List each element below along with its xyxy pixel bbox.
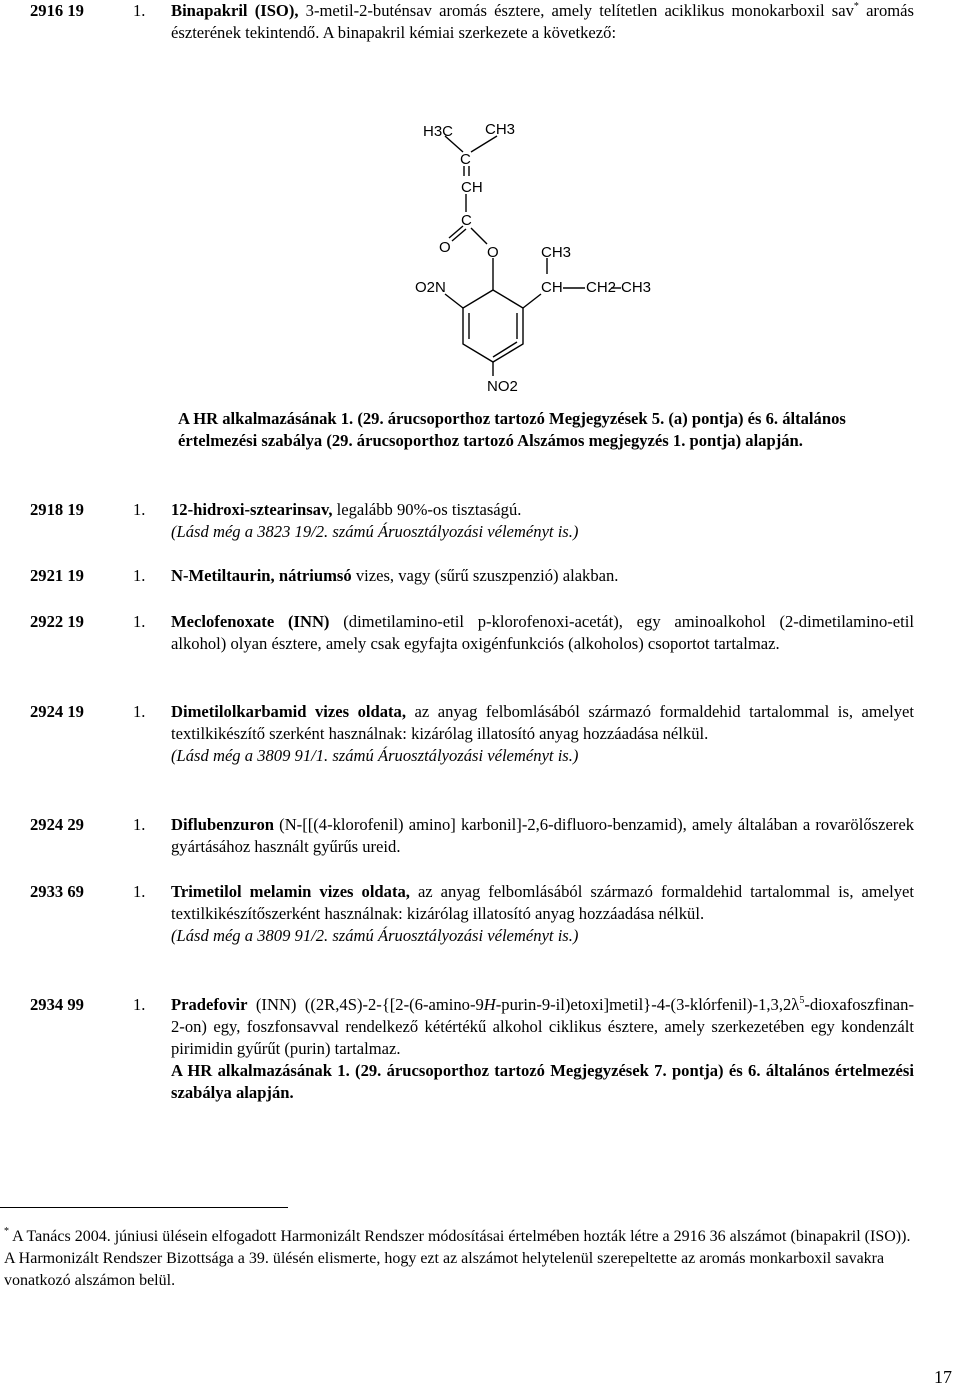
structure-label: C [460, 151, 471, 168]
entry-code: 2924 29 [30, 815, 84, 834]
structure-label: CH3 [541, 244, 572, 261]
footnote-text: A Tanács 2004. júniusi ülésein elfogadott Harmonizált Rendszer módosításai értelmében hozták létre a 2916 36 alszámot (binapakril (ISO)). A Harmonizált Rendszer Bizottsága a 39. ülésén elismerte, hogy ezt az alszámot helytelenül szerepeltette az aromás monkarboxil savakra vonatkozó alszámon belül. [4, 1228, 911, 1289]
structure-label: O [439, 239, 451, 256]
entry-2918-19 [30, 499, 914, 543]
page-number: 17 [934, 1367, 952, 1387]
entry-text: aromás észterének tekintendő. A binapakril kémiai szerkezete a következő: [171, 1, 914, 42]
structure-label: O2N [415, 279, 446, 296]
entry-body [171, 881, 914, 947]
entry-number: 1. [133, 995, 146, 1014]
structure-label: H3C [423, 123, 454, 140]
footnote-divider [0, 1207, 288, 1208]
entry-number: 1. [133, 1, 146, 20]
entry-text: 3-metil-2-buténsav aromás észtere, amely telítetlen aciklikus monokarboxil sav [298, 1, 854, 20]
entry-number: 1. [133, 882, 146, 901]
structure-label: O [487, 244, 499, 261]
entry-body [171, 814, 914, 858]
entry-name: Diflubenzuron [171, 815, 274, 834]
entry-number: 1. [133, 815, 146, 834]
entry-number: 1. [133, 612, 146, 631]
entry-body [171, 0, 914, 44]
entry-text: az anyag felbomlásából származó formaldehid tartalommal is, amelyet textilkikészítőszerként használnak: kizárólag illatosító anyag hozzáadása nélkül. [171, 882, 914, 923]
entry-text: -purin-9-il)etoxi]metil}-4-(3-klórfenil)-1,3,2λ [495, 995, 800, 1014]
entry-2933-69 [30, 881, 914, 947]
entry-name: 12-hidroxi-sztearinsav, [171, 500, 333, 519]
footnote-reference[interactable]: * [853, 1, 859, 12]
entry-body [171, 499, 914, 543]
structure-label: CH3 [621, 279, 652, 296]
entry-name: Binapakril (ISO), [171, 1, 299, 20]
entry-body [171, 611, 914, 655]
structure-label: C [461, 212, 472, 229]
entry-text: vizes, vagy (sűrű szuszpenzió) alakban. [351, 566, 619, 585]
entry-code: 2916 19 [30, 1, 84, 20]
binapakril-structure [405, 112, 675, 402]
structure-label: CH3 [485, 121, 516, 138]
entry-name: N-Metiltaurin, nátriumsó [171, 566, 352, 585]
structure-label: NO2 [487, 378, 518, 395]
see-also-reference: (Lásd még a 3809 91/2. számú Áruosztályozási véleményt is.) [171, 926, 579, 945]
entry-name: Trimetilol melamin vizes oldata, [171, 882, 410, 901]
entry-code: 2918 19 [30, 500, 84, 519]
entry-2916-19 [30, 0, 914, 44]
entry-2921-19 [30, 565, 914, 587]
entry-body [171, 565, 914, 587]
entry-name: Pradefovir [171, 995, 248, 1014]
footnote-mark: * [4, 1226, 9, 1237]
entry-body [171, 701, 914, 767]
entry-2934-99 [30, 994, 914, 1104]
entry-number: 1. [133, 702, 146, 721]
see-also-reference: (Lásd még a 3823 19/2. számú Áruosztályozási véleményt is.) [171, 522, 579, 541]
classification-note: A HR alkalmazásának 1. (29. árucsoporthoz tartozó Megjegyzések 7. pontja) és 6. általános értelmezési szabálya alapján. [171, 1061, 914, 1102]
entry-2924-19 [30, 701, 914, 767]
entry-2924-29 [30, 814, 914, 858]
structure-label: CH [461, 179, 483, 196]
entry-text: (dimetilamino-etil p-klorofenoxi-acetát), egy aminoalkohol (2-dimetilamino-etil alkohol) olyan észtere, amely csak egyfajta oxigénfunkciós (alkoholos) csoportot tartalmaz. [171, 612, 914, 653]
structure-label: CH [541, 279, 563, 296]
entry-code: 2922 19 [30, 612, 84, 631]
entry-text: (INN) ((2R,4S)-2-{[2-(6-amino-9 [247, 995, 484, 1014]
entry-code: 2921 19 [30, 566, 84, 585]
entry-text: (N-[[(4-klorofenil) amino] karbonil]-2,6-difluoro-benzamid), amely általában a rovarölőszerek gyártásához használt gyűrűs ureid. [171, 815, 914, 856]
entry-text: legalább 90%-os tisztaságú. [332, 500, 522, 519]
entry-code: 2924 19 [30, 702, 84, 721]
structure-label: CH2 [586, 279, 617, 296]
entry-number: 1. [133, 500, 146, 519]
entry-name: Meclofenoxate (INN) [171, 612, 330, 631]
entry-code: 2933 69 [30, 882, 84, 901]
entry-number: 1. [133, 566, 146, 585]
superscript: 5 [799, 995, 805, 1006]
entry-name: Dimetilolkarbamid vizes oldata, [171, 702, 407, 721]
entry-text: -dioxafoszfinan-2-on) egy, foszfonsavval rendelkező kétértékű alkohol ciklikus észtere, amely szerkezetében egy kondenzált pirimidin gyűrűt (purin) tartalmaz. [171, 995, 914, 1058]
entry-2916-19-note [178, 408, 914, 452]
entry-body [171, 994, 914, 1104]
footnote [4, 1226, 914, 1292]
entry-text-italic: H [483, 995, 496, 1014]
classification-note: A HR alkalmazásának 1. (29. árucsoporthoz tartozó Megjegyzések 5. (a) pontja) és 6. általános értelmezési szabálya (29. árucsoporthoz tartozó Alszámos megjegyzés 1. pontja) alapján. [178, 409, 846, 450]
entry-2922-19 [30, 611, 914, 655]
entry-text: az anyag felbomlásából származó formaldehid tartalommal is, amelyet textilkikészítő szerként használnak: kizárólag illatosító anyag hozzáadása nélkül. [171, 702, 915, 743]
entry-code: 2934 99 [30, 995, 84, 1014]
see-also-reference: (Lásd még a 3809 91/1. számú Áruosztályozási véleményt is.) [171, 746, 579, 765]
